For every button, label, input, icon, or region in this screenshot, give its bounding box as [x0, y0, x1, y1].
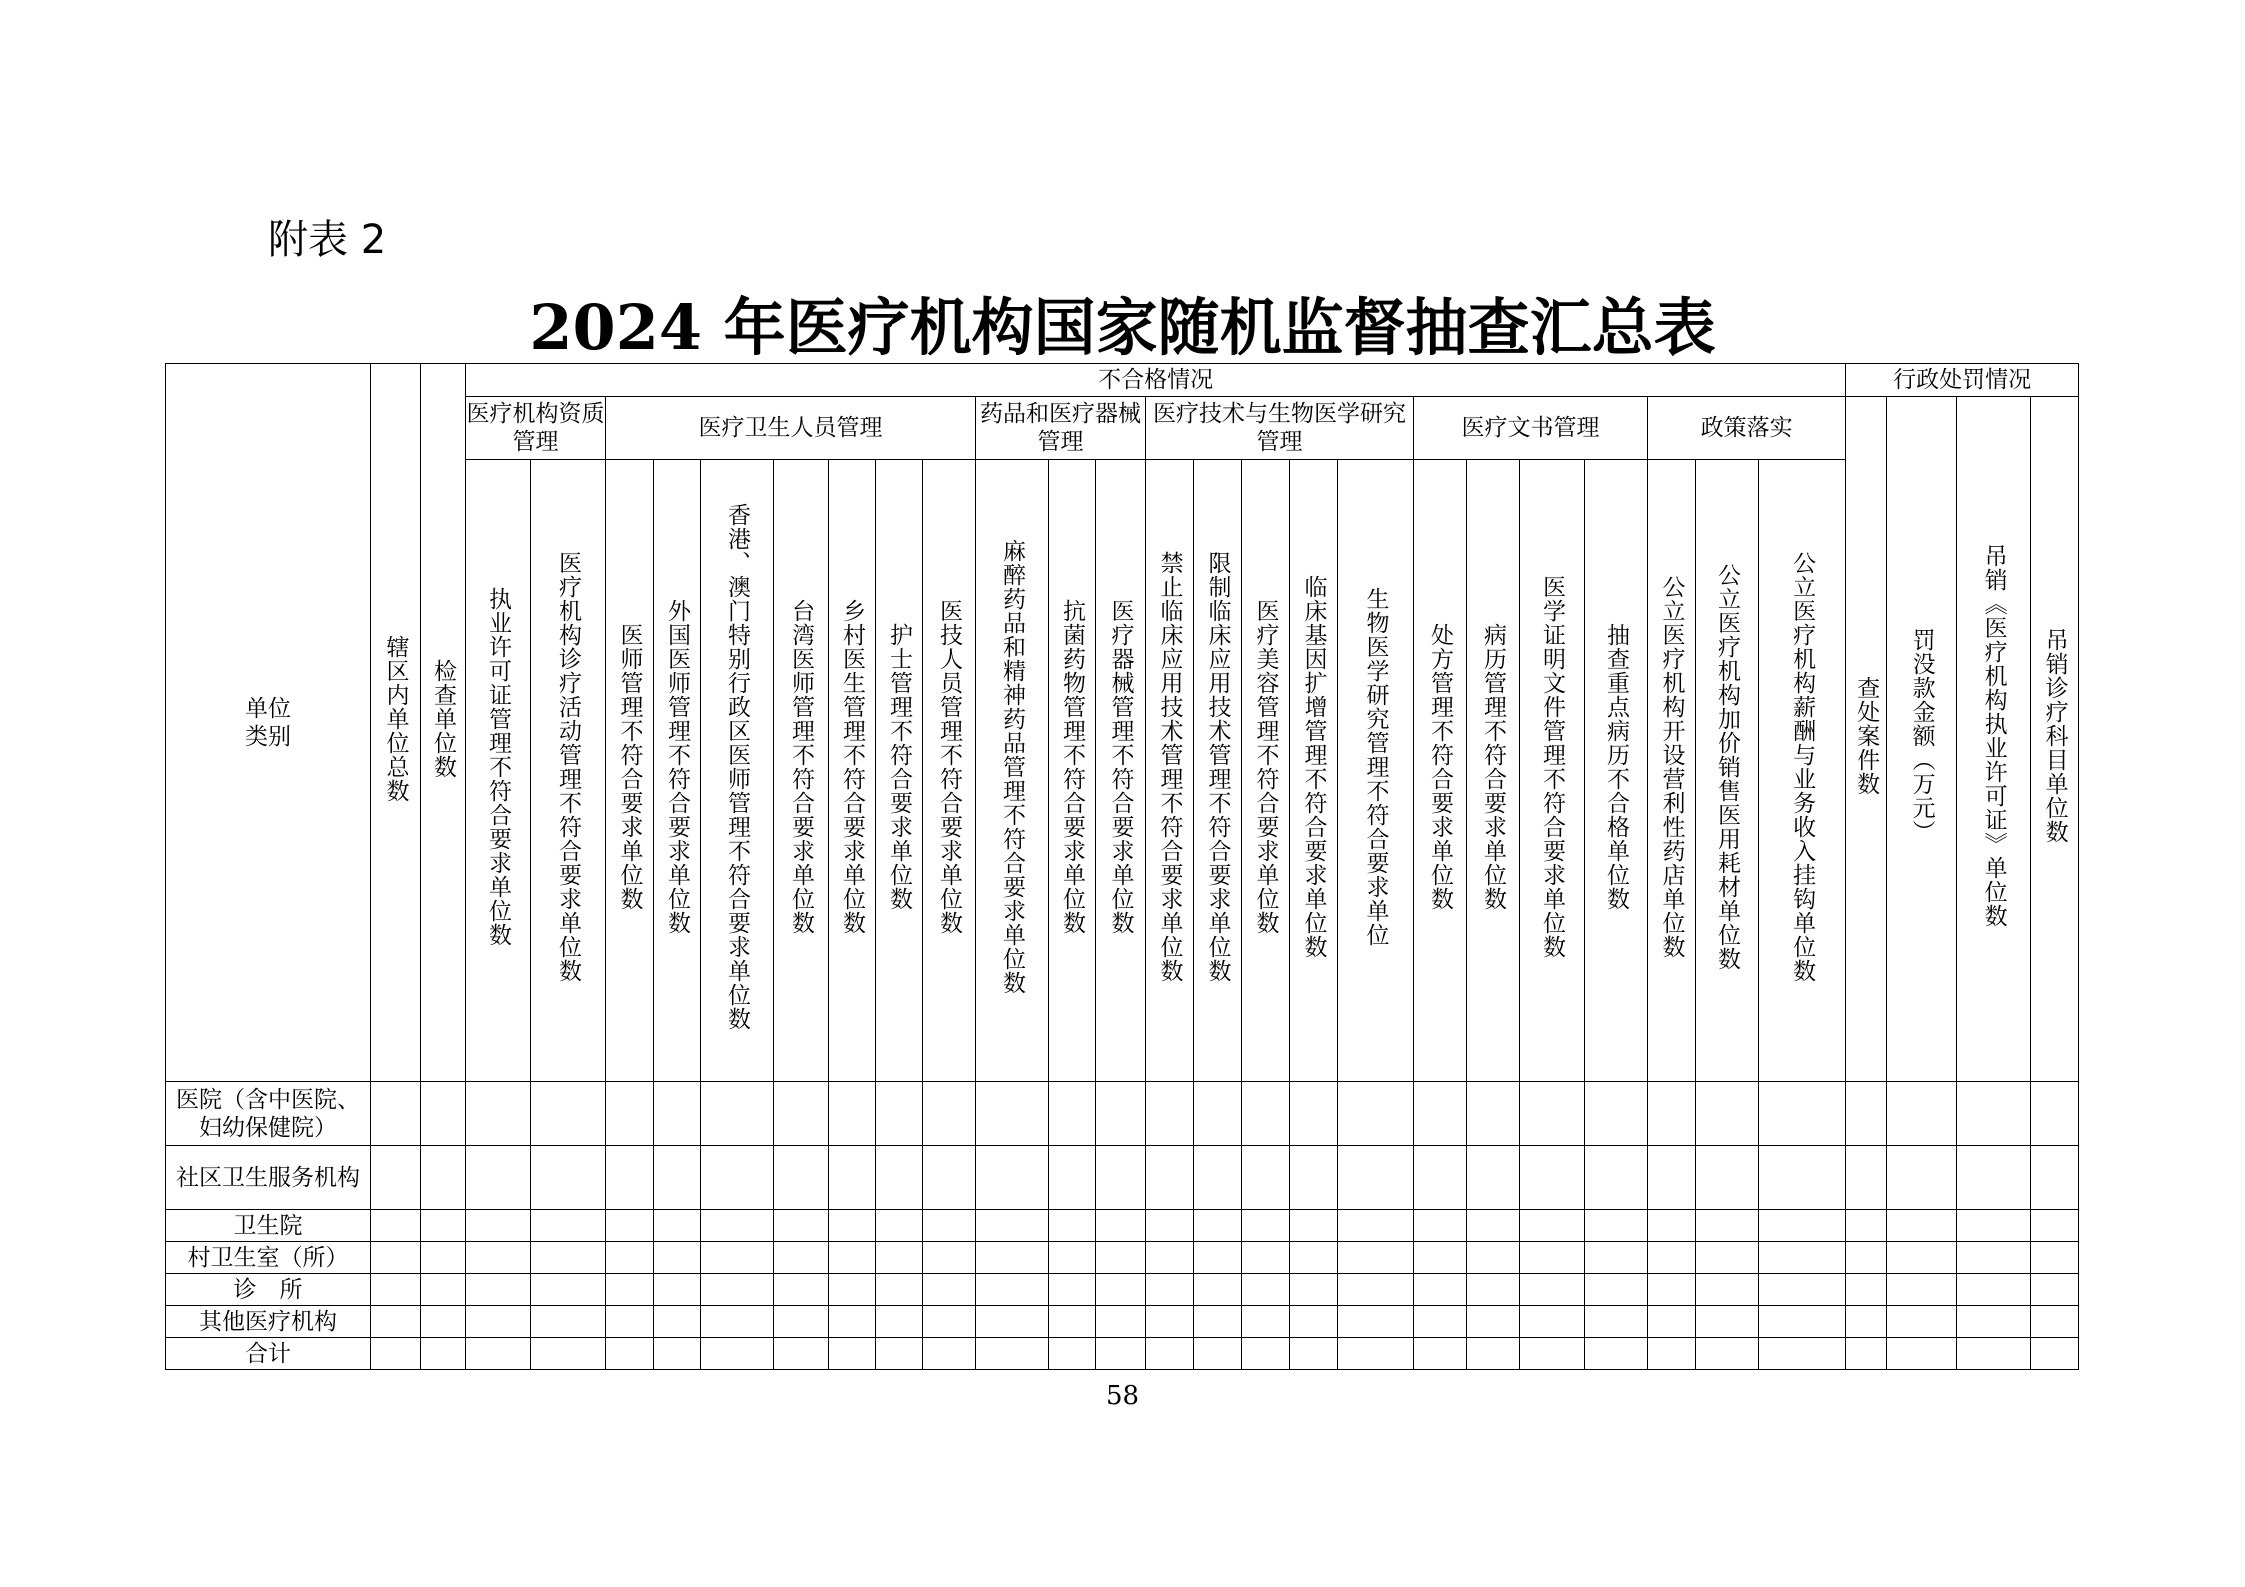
table-cell	[466, 1274, 531, 1306]
table-cell	[1414, 1242, 1467, 1274]
table-cell	[371, 1082, 421, 1146]
table-cell	[1759, 1210, 1846, 1242]
table-cell	[1242, 1210, 1290, 1242]
table-cell	[1585, 1338, 1648, 1370]
table-cell	[1887, 1146, 1957, 1210]
table-row	[166, 1146, 2079, 1210]
table-cell	[829, 1338, 876, 1370]
table-cell	[1585, 1306, 1648, 1338]
table-cell	[1194, 1306, 1242, 1338]
table-cell	[531, 1338, 606, 1370]
col-restricted-tech: 限制临床应用技术管理不符合要求单位数	[1194, 460, 1242, 1082]
table-cell	[1049, 1146, 1096, 1210]
table-cell	[1096, 1082, 1146, 1146]
table-cell	[1194, 1274, 1242, 1306]
table-cell	[466, 1306, 531, 1338]
table-cell	[1846, 1274, 1887, 1306]
table-cell	[1242, 1146, 1290, 1210]
table-cell	[371, 1210, 421, 1242]
table-cell	[1290, 1306, 1338, 1338]
table-cell	[1338, 1146, 1414, 1210]
table-cell	[976, 1210, 1049, 1242]
table-cell	[1585, 1082, 1648, 1146]
table-row	[166, 1306, 2079, 1338]
table-cell	[606, 1338, 654, 1370]
table-cell	[371, 1338, 421, 1370]
table-cell	[371, 1146, 421, 1210]
table-cell	[774, 1210, 829, 1242]
table-cell	[466, 1242, 531, 1274]
table-cell	[1887, 1274, 1957, 1306]
table-cell	[606, 1082, 654, 1146]
group-tech-research: 医疗技术与生物医学研究管理	[1146, 397, 1414, 460]
table-cell	[829, 1306, 876, 1338]
table-cell	[1846, 1306, 1887, 1338]
table-cell	[1414, 1210, 1467, 1242]
table-cell	[1194, 1082, 1242, 1146]
col-hkmacau-physician: 香港、澳门特别行政区医师管理不符合要求单位数	[701, 460, 774, 1082]
table-cell	[976, 1242, 1049, 1274]
table-cell	[701, 1274, 774, 1306]
table-cell	[701, 1338, 774, 1370]
table-cell	[531, 1146, 606, 1210]
row-label: 村卫生室（所）	[166, 1242, 371, 1274]
col-antibacterial: 抗菌药物管理不符合要求单位数	[1049, 460, 1096, 1082]
table-cell	[1520, 1306, 1585, 1338]
col-record-check: 抽查重点病历不合格单位数	[1585, 460, 1648, 1082]
table-cell	[829, 1082, 876, 1146]
table-cell	[1467, 1274, 1520, 1306]
table-cell	[923, 1082, 976, 1146]
table-cell	[1049, 1274, 1096, 1306]
table-cell	[774, 1306, 829, 1338]
table-cell	[1096, 1146, 1146, 1210]
row-label: 社区卫生服务机构	[166, 1146, 371, 1210]
table-cell	[1096, 1338, 1146, 1370]
table-cell	[1696, 1082, 1759, 1146]
table-cell	[701, 1146, 774, 1210]
table-cell	[1146, 1338, 1194, 1370]
table-cell	[1049, 1306, 1096, 1338]
col-cosmetic: 医疗美容管理不符合要求单位数	[1242, 460, 1290, 1082]
table-cell	[1146, 1082, 1194, 1146]
header-admin-penalty: 行政处罚情况	[1846, 364, 2079, 397]
table-cell	[1096, 1242, 1146, 1274]
table-cell	[1585, 1146, 1648, 1210]
table-cell	[1648, 1338, 1696, 1370]
table-cell	[1696, 1242, 1759, 1274]
table-cell	[829, 1274, 876, 1306]
header-category: 类别	[245, 723, 291, 750]
table-cell	[1290, 1082, 1338, 1146]
table-cell	[1096, 1306, 1146, 1338]
table-cell	[421, 1306, 466, 1338]
table-cell	[1696, 1306, 1759, 1338]
table-cell	[531, 1242, 606, 1274]
table-cell	[1648, 1306, 1696, 1338]
col-fines: 罚没款金额（万元）	[1887, 397, 1957, 1082]
table-cell	[371, 1306, 421, 1338]
table-cell	[701, 1306, 774, 1338]
col-taiwan-physician: 台湾医师管理不符合要求单位数	[774, 460, 829, 1082]
document-title: 2024 年医疗机构国家随机监督抽查汇总表	[529, 291, 1716, 364]
table-cell	[1290, 1146, 1338, 1210]
table-cell	[421, 1274, 466, 1306]
table-cell	[531, 1210, 606, 1242]
table-cell	[1759, 1146, 1846, 1210]
table-cell	[1846, 1338, 1887, 1370]
table-cell	[1520, 1274, 1585, 1306]
table-cell	[421, 1210, 466, 1242]
table-row	[166, 1242, 2079, 1274]
table-cell	[1338, 1082, 1414, 1146]
table-cell	[1648, 1146, 1696, 1210]
table-cell	[371, 1274, 421, 1306]
table-cell	[606, 1242, 654, 1274]
table-cell	[1414, 1338, 1467, 1370]
table-cell	[1146, 1274, 1194, 1306]
col-cases: 查处案件数	[1846, 397, 1887, 1082]
table-cell	[923, 1242, 976, 1274]
table-cell	[1242, 1274, 1290, 1306]
summary-table	[165, 363, 2079, 1370]
table-cell	[1957, 1146, 2031, 1210]
table-cell	[923, 1146, 976, 1210]
table-cell	[923, 1338, 976, 1370]
table-cell	[466, 1146, 531, 1210]
col-medical-record: 病历管理不符合要求单位数	[1467, 460, 1520, 1082]
col-technician: 医技人员管理不符合要求单位数	[923, 460, 976, 1082]
table-cell	[421, 1146, 466, 1210]
table-cell	[1957, 1274, 2031, 1306]
table-cell	[1520, 1146, 1585, 1210]
table-cell	[606, 1274, 654, 1306]
table-cell	[1338, 1274, 1414, 1306]
table-cell	[1242, 1082, 1290, 1146]
table-cell	[1414, 1082, 1467, 1146]
table-cell	[1520, 1338, 1585, 1370]
table-cell	[1290, 1274, 1338, 1306]
table-cell	[1648, 1082, 1696, 1146]
row-label: 其他医疗机构	[166, 1306, 371, 1338]
group-personnel: 医疗卫生人员管理	[606, 397, 976, 460]
table-cell	[654, 1242, 701, 1274]
table-cell	[1242, 1242, 1290, 1274]
table-cell	[1957, 1242, 2031, 1274]
col-device: 医疗器械管理不符合要求单位数	[1096, 460, 1146, 1082]
table-cell	[1648, 1274, 1696, 1306]
table-cell	[976, 1274, 1049, 1306]
table-cell	[1146, 1242, 1194, 1274]
table-cell	[1648, 1242, 1696, 1274]
table-cell	[1887, 1306, 1957, 1338]
table-cell	[1096, 1210, 1146, 1242]
table-row	[166, 1082, 2079, 1146]
col-foreign-physician: 外国医师管理不符合要求单位数	[654, 460, 701, 1082]
table-cell	[466, 1338, 531, 1370]
table-row	[166, 1274, 2079, 1306]
table-cell	[1957, 1082, 2031, 1146]
table-cell	[1520, 1242, 1585, 1274]
col-narcotic: 麻醉药品和精神药品管理不符合要求单位数	[976, 460, 1049, 1082]
header-total-units: 辖区内单位总数	[371, 364, 421, 1082]
table-cell	[976, 1146, 1049, 1210]
table-cell	[2031, 1082, 2079, 1146]
table-cell	[531, 1306, 606, 1338]
table-cell	[1338, 1306, 1414, 1338]
table-cell	[531, 1274, 606, 1306]
table-cell	[1414, 1306, 1467, 1338]
table-cell	[1194, 1210, 1242, 1242]
table-cell	[876, 1210, 923, 1242]
group-qualification: 医疗机构资质管理	[466, 397, 606, 460]
table-cell	[1242, 1338, 1290, 1370]
page-number: 58	[1105, 1381, 1140, 1411]
table-cell	[2031, 1242, 2079, 1274]
table-cell	[1846, 1242, 1887, 1274]
row-label: 医院（含中医院、妇幼保健院）	[166, 1082, 371, 1146]
table-cell	[1194, 1242, 1242, 1274]
table-cell	[2031, 1146, 2079, 1210]
group-documents: 医疗文书管理	[1414, 397, 1648, 460]
table-cell	[421, 1338, 466, 1370]
col-revoke-subject: 吊销诊疗科目单位数	[2031, 397, 2079, 1082]
table-cell	[1887, 1242, 1957, 1274]
table-cell	[1759, 1242, 1846, 1274]
col-activity: 医疗机构诊疗活动管理不符合要求单位数	[531, 460, 606, 1082]
row-label: 合计	[166, 1338, 371, 1370]
table-cell	[876, 1082, 923, 1146]
col-gene-amp: 临床基因扩增管理不符合要求单位数	[1290, 460, 1338, 1082]
table-cell	[701, 1082, 774, 1146]
table-cell	[654, 1274, 701, 1306]
table-cell	[774, 1242, 829, 1274]
table-cell	[466, 1082, 531, 1146]
table-cell	[1146, 1210, 1194, 1242]
table-cell	[1467, 1338, 1520, 1370]
table-cell	[923, 1274, 976, 1306]
table-cell	[774, 1082, 829, 1146]
table-cell	[1520, 1082, 1585, 1146]
col-nurse: 护士管理不符合要求单位数	[876, 460, 923, 1082]
table-cell	[1585, 1242, 1648, 1274]
table-cell	[923, 1306, 976, 1338]
table-cell	[2031, 1210, 2079, 1242]
table-cell	[606, 1210, 654, 1242]
col-banned-tech: 禁止临床应用技术管理不符合要求单位数	[1146, 460, 1194, 1082]
table-cell	[654, 1338, 701, 1370]
table-cell	[876, 1274, 923, 1306]
table-cell	[1957, 1210, 2031, 1242]
table-cell	[1696, 1338, 1759, 1370]
table-cell	[876, 1306, 923, 1338]
table-cell	[701, 1242, 774, 1274]
table-cell	[1338, 1338, 1414, 1370]
table-cell	[829, 1210, 876, 1242]
table-cell	[1242, 1306, 1290, 1338]
table-cell	[1585, 1274, 1648, 1306]
table-cell	[774, 1274, 829, 1306]
table-cell	[654, 1082, 701, 1146]
table-cell	[654, 1210, 701, 1242]
group-drugs-devices: 药品和医疗器械管理	[976, 397, 1146, 460]
table-cell	[1467, 1082, 1520, 1146]
table-cell	[421, 1082, 466, 1146]
col-pharmacy: 公立医疗机构开设营利性药店单位数	[1648, 460, 1696, 1082]
table-cell	[654, 1146, 701, 1210]
table-cell	[1467, 1146, 1520, 1210]
header-noncompliance: 不合格情况	[466, 364, 1846, 397]
col-biomed-research: 生物医学研究管理不符合要求单位	[1338, 460, 1414, 1082]
table-cell	[701, 1210, 774, 1242]
table-cell	[1887, 1338, 1957, 1370]
table-cell	[976, 1338, 1049, 1370]
table-cell	[1846, 1082, 1887, 1146]
col-certificate: 医学证明文件管理不符合要求单位数	[1520, 460, 1585, 1082]
table-cell	[876, 1338, 923, 1370]
table-cell	[371, 1242, 421, 1274]
col-physician: 医师管理不符合要求单位数	[606, 460, 654, 1082]
table-cell	[1957, 1338, 2031, 1370]
group-policy: 政策落实	[1648, 397, 1846, 460]
table-cell	[774, 1146, 829, 1210]
table-cell	[421, 1242, 466, 1274]
table-cell	[1467, 1242, 1520, 1274]
table-cell	[1049, 1082, 1096, 1146]
header-unit-category	[166, 364, 371, 1082]
table-cell	[1146, 1146, 1194, 1210]
table-cell	[829, 1146, 876, 1210]
table-cell	[2031, 1274, 2079, 1306]
table-cell	[1846, 1210, 1887, 1242]
table-cell	[1096, 1274, 1146, 1306]
table-cell	[876, 1146, 923, 1210]
table-cell	[829, 1242, 876, 1274]
table-cell	[1290, 1338, 1338, 1370]
table-cell	[774, 1338, 829, 1370]
table-cell	[1585, 1210, 1648, 1242]
table-cell	[606, 1306, 654, 1338]
table-cell	[1696, 1146, 1759, 1210]
col-salary: 公立医疗机构薪酬与业务收入挂钩单位数	[1759, 460, 1846, 1082]
table-cell	[1049, 1242, 1096, 1274]
table-cell	[1338, 1242, 1414, 1274]
table-cell	[976, 1082, 1049, 1146]
table-cell	[2031, 1338, 2079, 1370]
table-cell	[1696, 1210, 1759, 1242]
table-cell	[1194, 1338, 1242, 1370]
col-prescription: 处方管理不符合要求单位数	[1414, 460, 1467, 1082]
appendix-label: 附表 2	[268, 217, 387, 263]
col-revoke-license: 吊销《医疗机构执业许可证》单位数	[1957, 397, 2031, 1082]
table-cell	[1290, 1242, 1338, 1274]
table-cell	[1648, 1210, 1696, 1242]
header-inspected-units: 检查单位数	[421, 364, 466, 1082]
table-row	[166, 1210, 2079, 1242]
table-cell	[1414, 1274, 1467, 1306]
table-cell	[1146, 1306, 1194, 1338]
table-cell	[1338, 1210, 1414, 1242]
col-license: 执业许可证管理不符合要求单位数	[466, 460, 531, 1082]
table-cell	[1520, 1210, 1585, 1242]
table-cell	[1759, 1306, 1846, 1338]
table-cell	[606, 1146, 654, 1210]
table-cell	[1049, 1338, 1096, 1370]
table-cell	[1414, 1146, 1467, 1210]
table-cell	[466, 1210, 531, 1242]
table-row	[166, 1338, 2079, 1370]
table-cell	[976, 1306, 1049, 1338]
table-cell	[1759, 1082, 1846, 1146]
header-unit: 单位	[245, 695, 291, 722]
table-cell	[1887, 1210, 1957, 1242]
table-cell	[654, 1306, 701, 1338]
table-cell	[2031, 1306, 2079, 1338]
table-cell	[1759, 1338, 1846, 1370]
table-cell	[1759, 1274, 1846, 1306]
row-label: 诊 所	[166, 1274, 371, 1306]
table-cell	[876, 1242, 923, 1274]
table-cell	[531, 1082, 606, 1146]
table-cell	[1290, 1210, 1338, 1242]
table-cell	[1887, 1082, 1957, 1146]
table-cell	[1957, 1306, 2031, 1338]
row-label: 卫生院	[166, 1210, 371, 1242]
table-cell	[1049, 1210, 1096, 1242]
table-cell	[923, 1210, 976, 1242]
table-cell	[1696, 1274, 1759, 1306]
table-cell	[1467, 1306, 1520, 1338]
table-cell	[1194, 1146, 1242, 1210]
col-markup: 公立医疗机构加价销售医用耗材单位数	[1696, 460, 1759, 1082]
table-cell	[1846, 1146, 1887, 1210]
col-village-doctor: 乡村医生管理不符合要求单位数	[829, 460, 876, 1082]
table-cell	[1467, 1210, 1520, 1242]
